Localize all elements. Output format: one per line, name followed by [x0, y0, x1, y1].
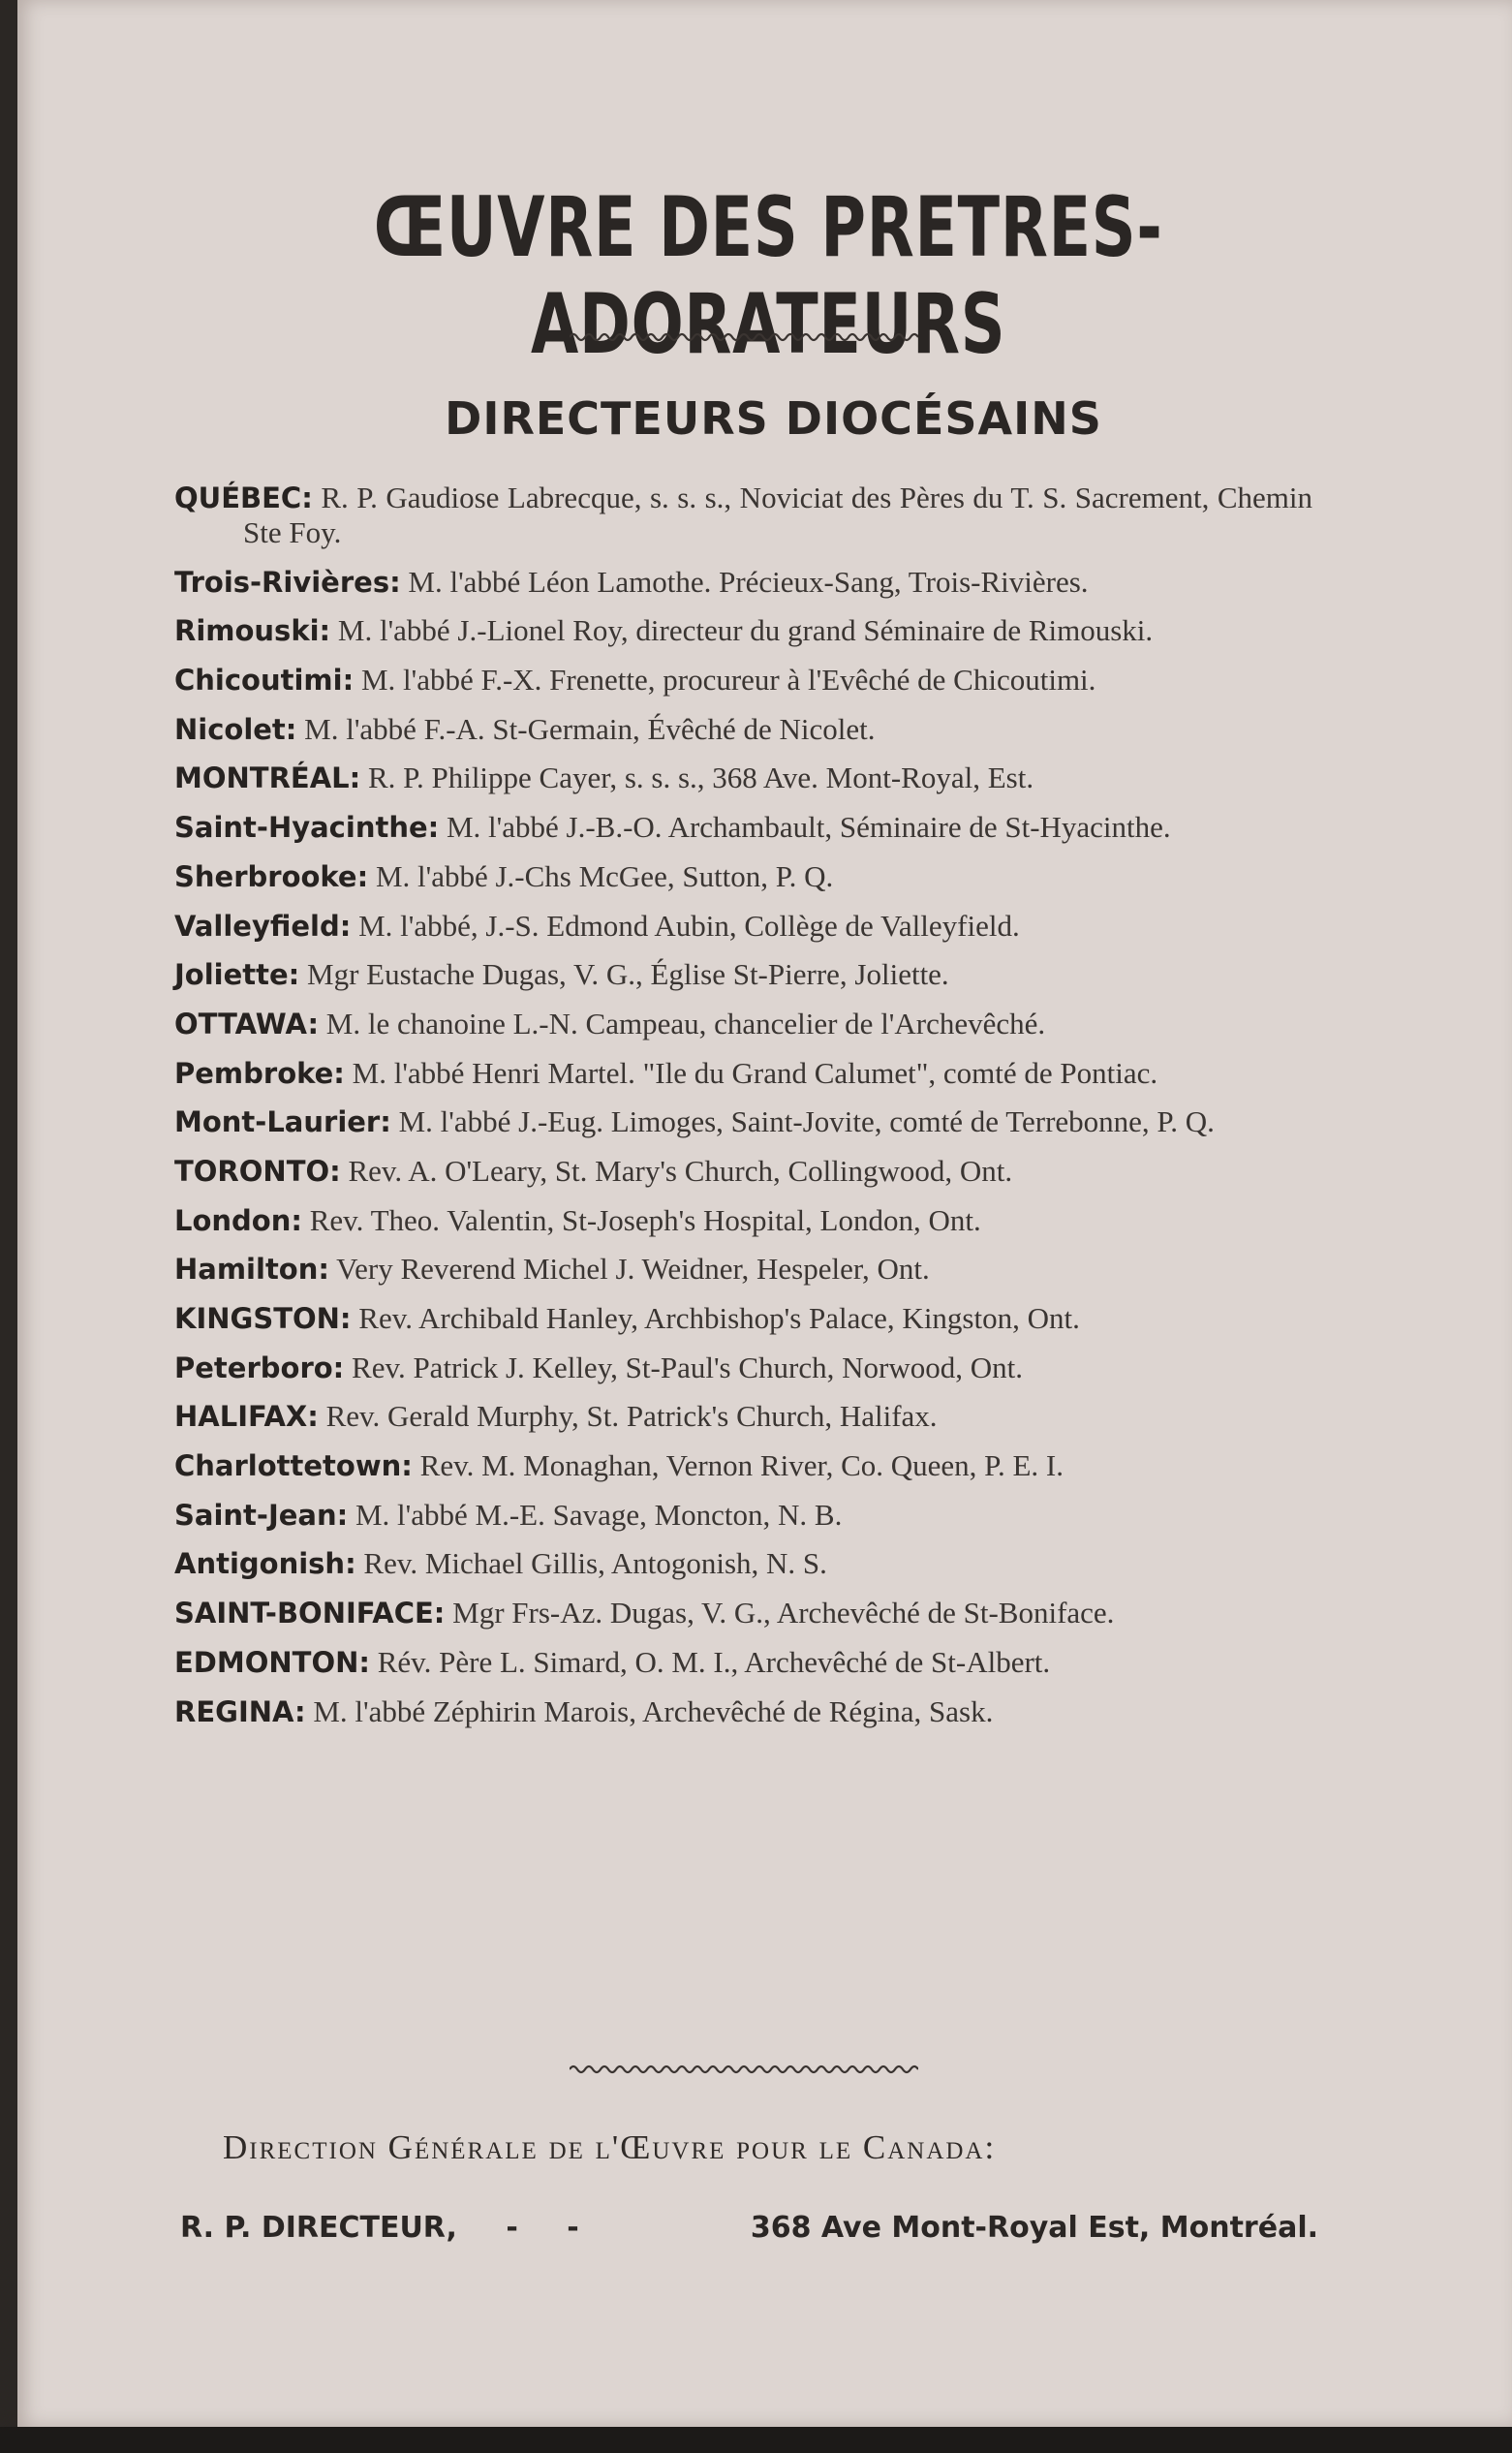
scan-bottom-edge: [0, 2427, 1512, 2453]
director-entry: [174, 909, 1312, 944]
director-entry: [174, 1546, 1312, 1581]
director-dashes: - -: [506, 2211, 599, 2245]
director-entry: [174, 712, 1312, 747]
director-entry: [174, 1351, 1312, 1385]
diocese-name: London:: [174, 1203, 302, 1237]
section-heading: DIRECTEURS DIOCÉSAINS: [445, 392, 1102, 445]
director-entry: [174, 663, 1312, 698]
director-entry: [174, 1203, 1312, 1238]
diocese-name: Pembroke:: [174, 1056, 345, 1090]
director-entry: [174, 1056, 1312, 1091]
director-details: Rev. Michael Gillis, Antogonish, N. S.: [363, 1546, 827, 1581]
diocese-name: Antigonish:: [174, 1547, 356, 1581]
diocese-name: Saint-Jean:: [174, 1498, 349, 1532]
director-details: M. l'abbé Henri Martel. "Ile du Grand Calumet", comté de Pontiac.: [352, 1055, 1158, 1090]
diocese-name: Trois-Rivières:: [174, 565, 401, 599]
director-entry: [174, 1301, 1312, 1336]
general-direction-heading: Direction Générale de l'Œuvre pour le Canada:: [223, 2128, 997, 2166]
director-address: 368 Ave Mont-Royal Est, Montréal.: [750, 2211, 1318, 2245]
director-entry: [174, 1645, 1312, 1680]
director-details: M. l'abbé J.-Chs McGee, Sutton, P. Q.: [375, 858, 834, 893]
director-details: Rev. Archibald Hanley, Archbishop's Palace, Kingston, Ont.: [358, 1301, 1080, 1335]
director-details: M. l'abbé, J.-S. Edmond Aubin, Collège de Valleyfield.: [358, 908, 1020, 943]
director-entry: [174, 1007, 1312, 1041]
director-details: M. l'abbé F.-A. St-Germain, Évêché de Nicolet.: [304, 711, 876, 746]
director-entry: [174, 1154, 1312, 1189]
diocese-name: MONTRÉAL:: [174, 761, 361, 795]
document-page: [17, 0, 1512, 2427]
director-details: M. l'abbé J.-Lionel Roy, directeur du grand Séminaire de Rimouski.: [337, 613, 1154, 648]
general-director-line: [180, 2211, 1318, 2245]
director-details: M. l'abbé J.-Eug. Limoges, Saint-Jovite, comté de Terrebonne, P. Q.: [398, 1104, 1215, 1139]
director-details: M. l'abbé Zéphirin Marois, Archevêché de Régina, Sask.: [313, 1693, 994, 1728]
director-details: M. l'abbé M.-E. Savage, Moncton, N. B.: [355, 1497, 843, 1532]
diocese-name: OTTAWA:: [174, 1007, 320, 1040]
director-entry: [174, 1448, 1312, 1483]
director-entry: [174, 613, 1312, 648]
director-entry: [174, 1694, 1312, 1729]
diocese-name: HALIFAX:: [174, 1400, 319, 1434]
director-details: M. l'abbé F.-X. Frenette, procureur à l'Evêché de Chicoutimi.: [360, 663, 1096, 698]
director-details: Rev. Patrick J. Kelley, St-Paul's Church, Norwood, Ont.: [352, 1350, 1023, 1384]
director-details: R. P. Philippe Cayer, s. s. s., 368 Ave. Mont-Royal, Est.: [367, 761, 1034, 795]
director-entry: [174, 1399, 1312, 1434]
top-wave-ornament: [570, 326, 918, 345]
director-entry: [174, 1498, 1312, 1533]
diocese-name: KINGSTON:: [174, 1302, 352, 1335]
director-details: R. P. Gaudiose Labrecque, s. s. s., Noviciat des Pères du T. S. Sacrement, Chemin Ste Foy.: [243, 481, 1313, 549]
director-entry: [174, 481, 1312, 550]
director-entry: [174, 810, 1312, 845]
diocese-name: QUÉBEC:: [174, 481, 313, 514]
diocese-name: Peterboro:: [174, 1351, 345, 1384]
diocese-name: Saint-Hyacinthe:: [174, 811, 440, 845]
diocese-name: TORONTO:: [174, 1154, 341, 1188]
diocese-name: Sherbrooke:: [174, 859, 369, 893]
diocese-name: Mont-Laurier:: [174, 1105, 391, 1139]
director-details: Mgr Frs-Az. Dugas, V. G., Archevêché de St-Boniface.: [452, 1596, 1115, 1630]
page-title: ŒUVRE DES PRETRES-ADORATEURS: [373, 179, 1163, 373]
diocese-name: Joliette:: [174, 958, 300, 992]
director-details: Rev. M. Monaghan, Vernon River, Co. Queen, P. E. I.: [419, 1448, 1064, 1483]
director-details: M. le chanoine L.-N. Campeau, chancelier de l'Archevêché.: [325, 1006, 1046, 1040]
director-details: Mgr Eustache Dugas, V. G., Église St-Pierre, Joliette.: [307, 957, 949, 992]
director-details: Very Reverend Michel J. Weidner, Hespeler, Ont.: [336, 1252, 930, 1287]
director-entry: [174, 1104, 1312, 1139]
director-details: Rév. Père L. Simard, O. M. I., Archevêché de St-Albert.: [377, 1644, 1051, 1679]
bottom-wave-ornament: [570, 2058, 918, 2077]
diocese-name: Nicolet:: [174, 712, 297, 746]
director-entry: [174, 761, 1312, 795]
director-entry: [174, 859, 1312, 894]
director-details: Rev. Theo. Valentin, St-Joseph's Hospital, London, Ont.: [309, 1202, 981, 1237]
diocese-name: Hamilton:: [174, 1253, 329, 1287]
director-entry: [174, 957, 1312, 992]
diocese-name: EDMONTON:: [174, 1645, 370, 1679]
diocese-name: REGINA:: [174, 1694, 306, 1728]
director-entry: [174, 565, 1312, 600]
director-entry: [174, 1252, 1312, 1287]
director-list: [174, 481, 1312, 1743]
diocese-name: Chicoutimi:: [174, 664, 355, 698]
director-entry: [174, 1596, 1312, 1630]
director-details: Rev. Gerald Murphy, St. Patrick's Church, Halifax.: [325, 1399, 938, 1434]
director-details: Rev. A. O'Leary, St. Mary's Church, Collingwood, Ont.: [348, 1153, 1013, 1188]
director-label: R. P. DIRECTEUR,: [180, 2211, 457, 2245]
director-details: M. l'abbé Léon Lamothe. Précieux-Sang, Trois-Rivières.: [408, 564, 1089, 599]
diocese-name: SAINT-BONIFACE:: [174, 1597, 446, 1630]
director-details: M. l'abbé J.-B.-O. Archambault, Séminaire de St-Hyacinthe.: [446, 810, 1171, 845]
diocese-name: Rimouski:: [174, 614, 331, 648]
diocese-name: Charlottetown:: [174, 1449, 413, 1483]
diocese-name: Valleyfield:: [174, 909, 352, 943]
